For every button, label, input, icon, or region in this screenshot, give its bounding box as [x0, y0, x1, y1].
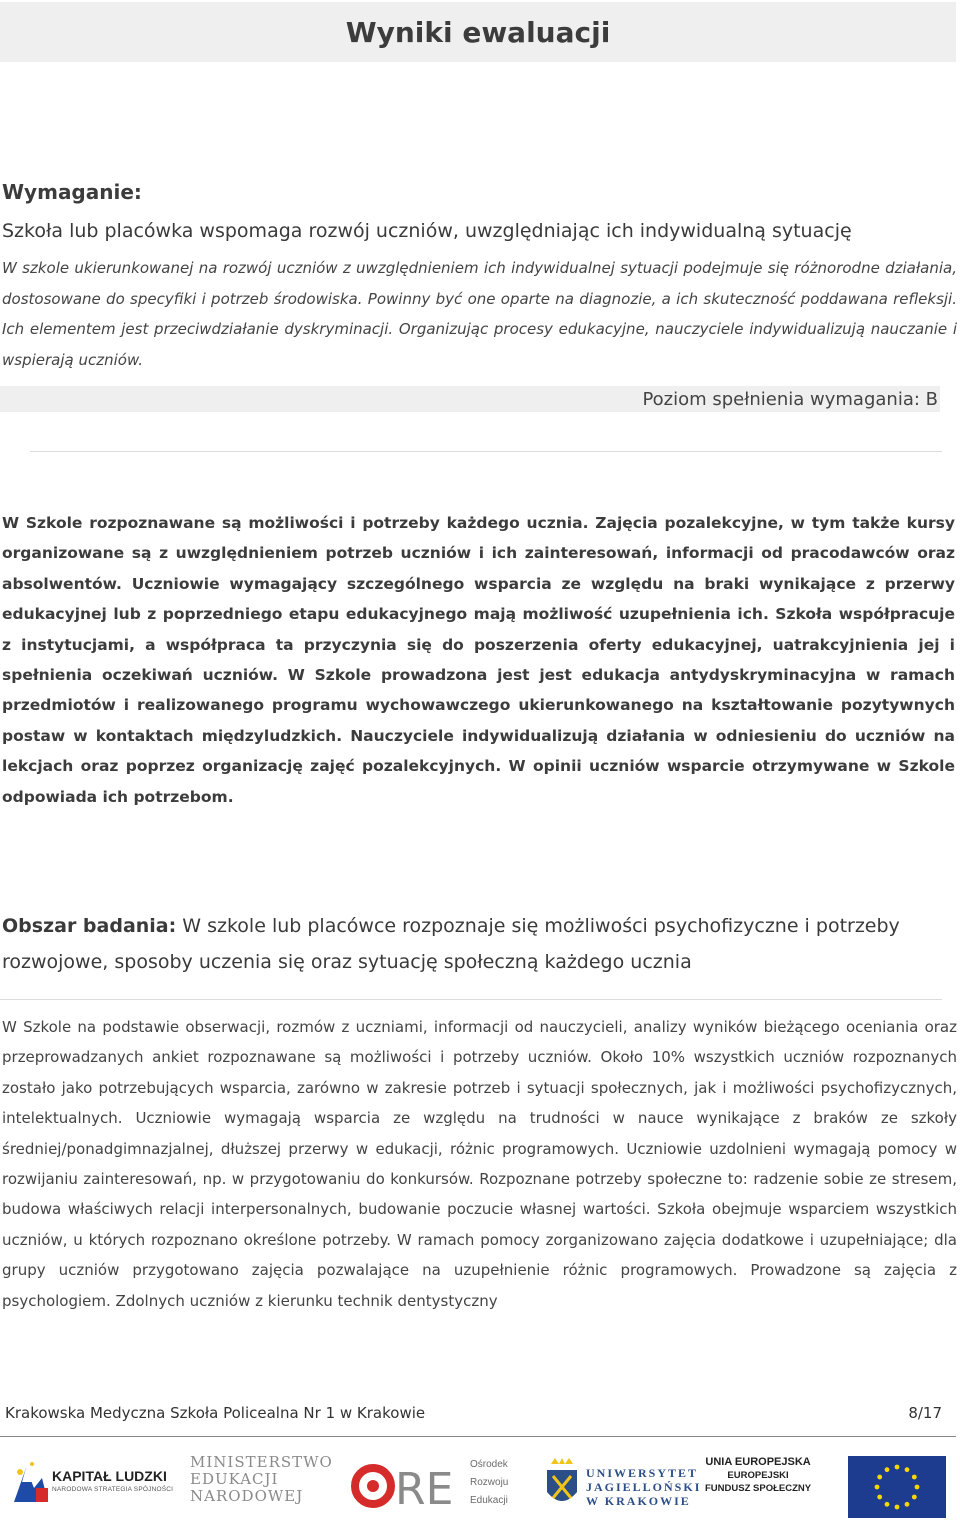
kapital-ludzki-logo-icon — [12, 1458, 50, 1504]
footer-school-name: Krakowska Medyczna Szkoła Policealna Nr 1 w Krakowie — [5, 1404, 426, 1422]
eu-star-icon — [877, 1495, 882, 1500]
ue-line: UNIA EUROPEJSKA — [705, 1456, 811, 1468]
ore-line: Edukacji — [470, 1495, 508, 1506]
page-title: Wyniki ewaluacji — [345, 15, 611, 49]
kapital-ludzki-subtitle: NARODOWA STRATEGIA SPÓJNOŚCI — [52, 1486, 174, 1493]
requirement-title: Szkoła lub placówka wspomaga rozwój uczniów, uwzględniając ich indywidualną sytuację — [2, 220, 852, 242]
svg-text:RE: RE — [395, 1464, 454, 1514]
eu-star-icon — [875, 1485, 880, 1490]
requirement-level-bar — [0, 386, 940, 412]
ore-logo-text — [470, 1456, 508, 1510]
research-area-label: Obszar badania: — [2, 915, 177, 937]
eu-star-icon — [877, 1475, 882, 1480]
divider — [0, 999, 942, 1000]
ue-logo-text — [705, 1456, 811, 1495]
kapital-ludzki-name: KAPITAŁ LUDZKI — [52, 1468, 167, 1484]
uj-crest-icon — [545, 1456, 579, 1512]
ue-line: EUROPEJSKI — [727, 1470, 789, 1481]
requirement-description: W szkole ukierunkowanej na rozwój uczniów z uwzględnieniem ich indywidualnej sytuacji podejmuje się różnorodne działania, dostosowane do specyfiki i potrzeb środowiska. Powinny być one oparte na diagnozie, a ich skuteczność poddawana refleksji. Ich elementem jest przeciwdziałanie dyskryminacji. Organizując procesy edukacyjne, nauczyciele indywidualizują nauczanie i wspierają uczniów. — [2, 259, 957, 369]
uj-line: JAGIELLOŃSKI — [586, 1480, 702, 1494]
uj-line: W KRAKOWIE — [586, 1494, 691, 1508]
divider — [30, 451, 942, 452]
footer-page-number: 8/17 — [908, 1404, 942, 1422]
footer-rule — [0, 1436, 956, 1437]
men-logo — [190, 1454, 333, 1505]
eu-star-icon — [912, 1495, 917, 1500]
research-area-text: W szkole lub placówce rozpoznaje się możliwości psychofizyczne i potrzeby rozwojowe, sposoby uczenia się oraz sytuację społeczną każdego ucznia — [2, 915, 900, 973]
requirement-level: Poziom spełnienia wymagania: B — [642, 389, 938, 410]
research-area-body: W Szkole na podstawie obserwacji, rozmów z uczniami, informacji od nauczycieli, analizy wyników bieżącego oceniania oraz przeprowadzanych ankiet rozpoznawane są możliwości i potrzeby uczniów. Około 10% wszystkich uczniów rozpoznanych zostało jako potrzebujących wsparcia, zarówno w zakresie potrzeb i sytuacji społecznych, jak i możliwości psychofizycznych, intelektualnych. Uczniowie wymagają wsparcia ze względu na trudności w nauce wynikające z braków ze szkoły średniej/ponadgimnazjalnej, dłuższej przerwy w edukacji, różnic programowych. Uczniowie uzdolnieni wymagają pomocy w rozwijaniu zainteresowań, np. w przygotowaniu do konkursów. Rozpoznane potrzeby społeczne to: radzenie sobie ze stresem, budowa właściwych relacji interpersonalnych, budowanie poczucie własnej wartości. Szkoła obejmuje wsparciem wszystkich uczniów, u których rozpoznano określone potrzeby. W ramach pomocy zorganizowano zajęcia dodatkowe i uzupełniające; dla grupy uczniów przygotowano zajęcia pozwalające na uzupełnienie różnic programowych. Prowadzone są zajęcia z psychologiem. Zdolnych uczniów z kierunku technik dentystyczny — [2, 1018, 957, 1310]
men-line: EDUKACJI — [190, 1470, 279, 1488]
funding-logos — [0, 1448, 960, 1520]
research-area — [2, 908, 957, 980]
eu-star-icon — [895, 1505, 900, 1510]
eu-star-icon — [885, 1502, 890, 1507]
eu-flag-icon — [848, 1456, 946, 1518]
ue-line: FUNDUSZ SPOŁECZNY — [705, 1483, 812, 1494]
men-line: NARODOWEJ — [190, 1487, 304, 1505]
eu-star-icon — [905, 1502, 910, 1507]
eu-star-icon — [905, 1467, 910, 1472]
title-bar — [0, 2, 956, 62]
eu-star-icon — [912, 1475, 917, 1480]
eu-star-icon — [915, 1485, 920, 1490]
uj-line: UNIWERSYTET — [586, 1466, 699, 1480]
ore-line: Rozwoju — [470, 1477, 509, 1488]
ore-logo-icon — [345, 1454, 485, 1514]
men-line: MINISTERSTWO — [190, 1453, 333, 1471]
evaluation-summary: W Szkole rozpoznawane są możliwości i potrzeby każdego ucznia. Zajęcia pozalekcyjne, w tym także kursy organizowane są z uwzględnieniem potrzeb uczniów i ich zainteresowań, informacji od pracodawców oraz absolwentów. Uczniowie wymagający szczególnego wsparcia ze względu na braki wynikające z przerwy edukacyjnej lub z poprzedniego etapu edukacyjnego mają możliwość uzupełnienia ich. Szkoła współpracuje z instytucjami, a współpraca ta przyczynia się do poszerzenia oferty edukacyjnej, uatrakcyjnienia jej i spełnienia oczekiwań uczniów. W Szkole prowadzona jest jest edukacja antydyskryminacyjna w ramach przedmiotów i realizowanego programu wychowawczego ukierunkowanego na kształtowanie pozytywnych postaw w kontaktach międzyludzkich. Nauczyciele indywidualizują działania w odniesieniu do uczniów na lekcjach oraz poprzez organizację zajęć pozalekcyjnych. W opinii uczniów wsparcie otrzymywane w Szkole odpowiada ich potrzebom. — [2, 514, 955, 806]
uj-logo-text — [586, 1466, 701, 1508]
ore-line: Ośrodek — [470, 1459, 508, 1470]
eu-star-icon — [885, 1467, 890, 1472]
requirement-label: Wymaganie: — [2, 180, 142, 204]
eu-star-icon — [895, 1465, 900, 1470]
